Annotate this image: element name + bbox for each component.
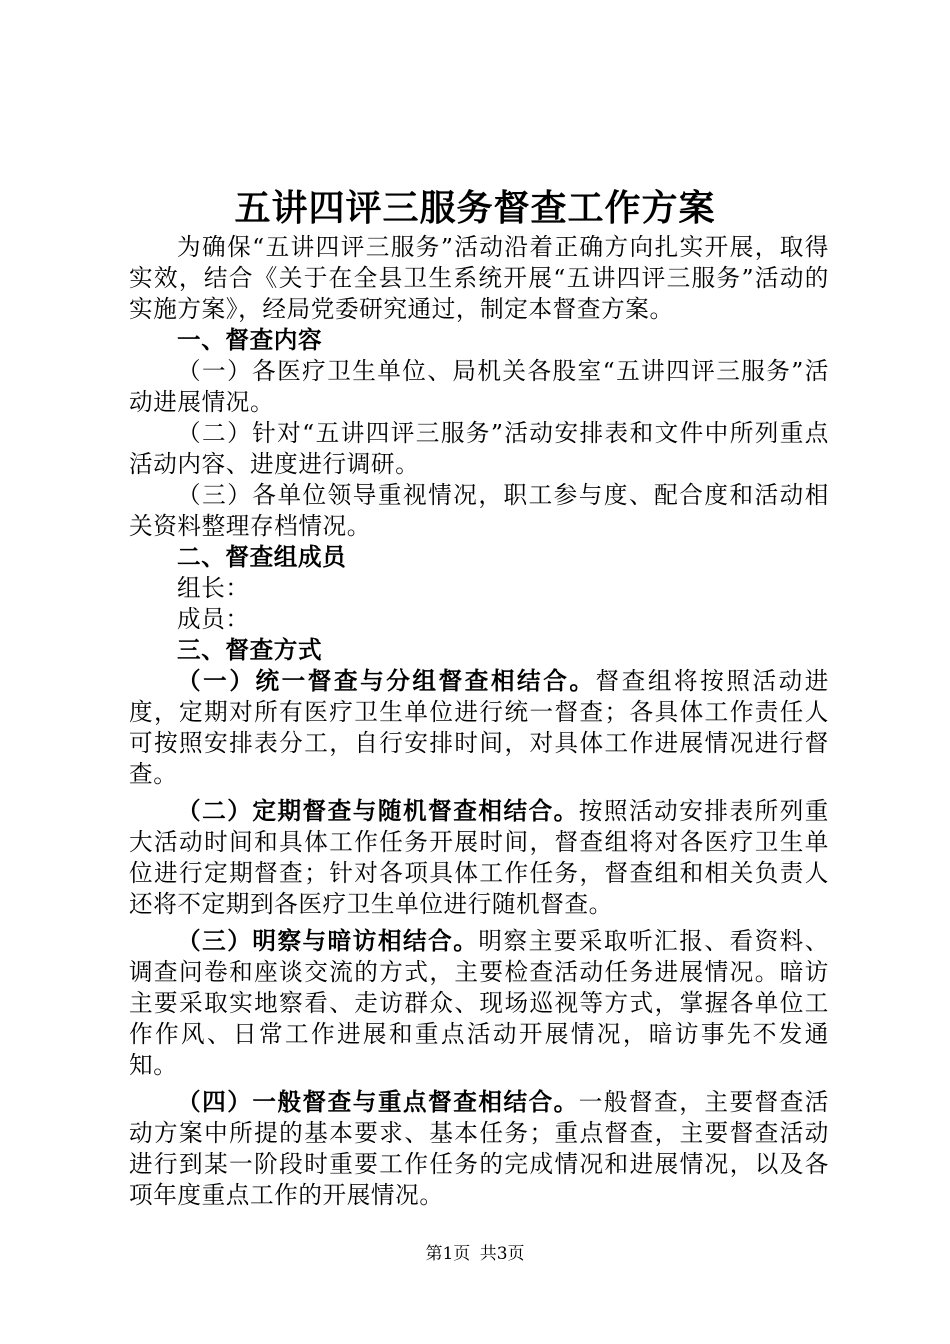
document-title: 五讲四评三服务督查工作方案	[234, 188, 716, 229]
method-paragraph-1	[129, 666, 829, 790]
method-text-2: 按照活动安排表所列重大活动时间和具体工作任务开展时间，督查组将对各医疗卫生单位进行定期督查；针对各项具体工作任务，督查组和相关负责人还将不定期到各医疗卫生单位进行随机督查。	[129, 797, 829, 918]
method-paragraph-3	[129, 926, 829, 1081]
method-lead-1: （一）统一督查与分组督查相结合。	[177, 667, 596, 695]
method-lead-3: （三）明察与暗访相结合。	[177, 927, 479, 955]
page-total: 共3页	[479, 1244, 525, 1264]
method-text-3: 明察主要采取听汇报、看资料、调查问卷和座谈交流的方式，主要检查活动任务进展情况。暗访主要采取实地察看、走访群众、现场巡视等方式，掌握各单位工作作风、日常工作进展和重点活动开展情况，暗访事先不发通知。	[129, 927, 829, 1079]
method-text-4: 一般督查，主要督查活动方案中所提的基本要求、基本任务；重点督查，主要督查活动进行到某一阶段时重要工作任务的完成情况和进展情况，以及各项年度重点工作的开展情况。	[129, 1088, 829, 1209]
document-body	[129, 232, 829, 1211]
content-item-2: （二）针对“五讲四评三服务”活动安排表和文件中所列重点活动内容、进度进行调研。	[129, 419, 829, 478]
section-heading-team: 二、督查组成员	[177, 543, 347, 571]
team-members-line: 成员：	[177, 605, 250, 633]
method-lead-4: （四）一般督查与重点督查相结合。	[177, 1088, 579, 1116]
method-lead-2: （二）定期督查与随机督查相结合。	[177, 797, 579, 825]
team-leader-line: 组长：	[177, 574, 250, 602]
method-paragraph-4	[129, 1087, 829, 1211]
page-footer	[0, 1243, 950, 1265]
intro-paragraph: 为确保“五讲四评三服务”活动沿着正确方向扎实开展，取得实效，结合《关于在全县卫生系统开展“五讲四评三服务”活动的实施方案》，经局党委研究通过，制定本督查方案。	[129, 233, 829, 323]
content-item-1: （一）各医疗卫生单位、局机关各股室“五讲四评三服务”活动进展情况。	[129, 357, 829, 416]
page-number: 第1页	[425, 1244, 471, 1264]
method-paragraph-2	[129, 796, 829, 920]
section-heading-methods: 三、督查方式	[177, 636, 323, 664]
content-item-3: （三）各单位领导重视情况，职工参与度、配合度和活动相关资料整理存档情况。	[129, 481, 829, 540]
method-text-1: 督查组将按照活动进度，定期对所有医疗卫生单位进行统一督查；各具体工作责任人可按照安排表分工，自行安排时间，对具体工作进展情况进行督查。	[129, 667, 829, 788]
section-heading-content: 一、督查内容	[177, 326, 323, 354]
